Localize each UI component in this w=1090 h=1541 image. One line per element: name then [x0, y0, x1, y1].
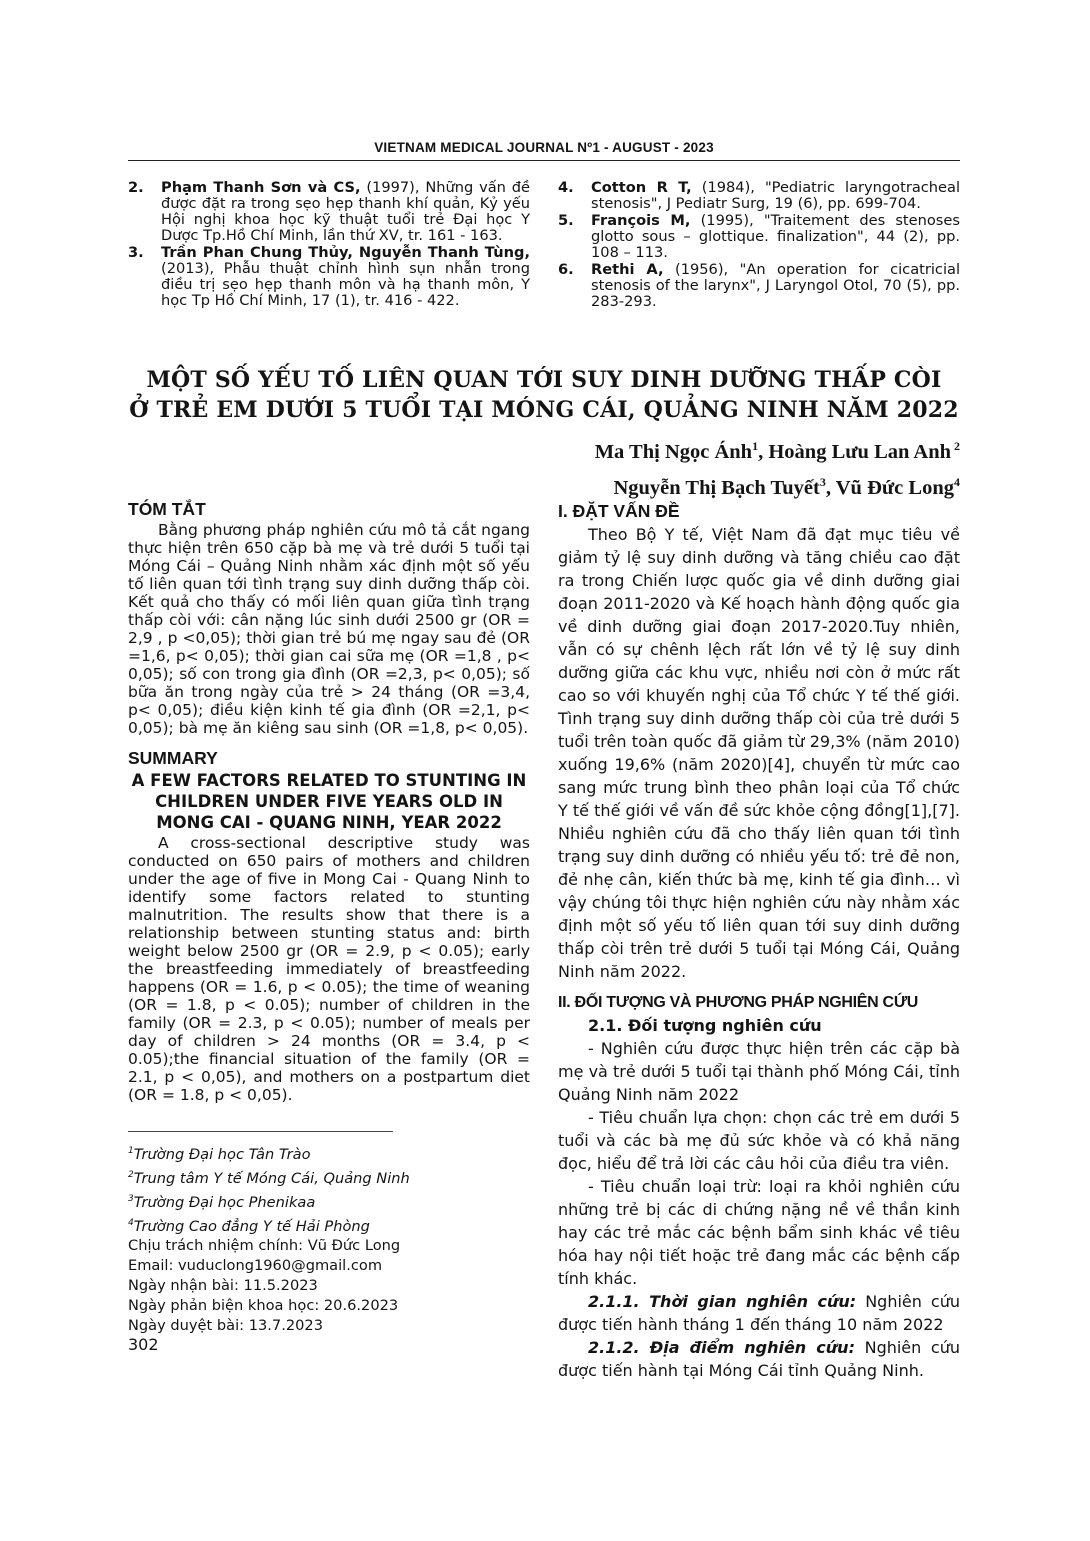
reference-item — [558, 180, 960, 212]
affiliation-mark: 1 — [128, 1146, 134, 1156]
section-1-body: Theo Bộ Y tế, Việt Nam đã đạt mục tiêu về giảm tỷ lệ suy dinh dưỡng và tăng chiều cao đặt ra trong Chiến lược quốc gia về dinh dưỡng giai đoạn 2011-2020 và Kế hoạch hành động quốc gia về dinh dưỡng giai đoạn 2017-2020.Tuy nhiên, vẫn có sự chênh lệch rất lớn về tỷ lệ suy dinh dưỡng giữa các khu vực, nhiều nơi còn ở mức rất cao so với khuyến nghị của Tổ chức Y tế thế giới. Tình trạng suy dinh dưỡng thấp còi của trẻ dưới 5 tuổi trên toàn quốc đã giảm từ 29,3% (năm 2010) xuống 19,6% (năm 2020)[4], chuyển từ mức cao sang mức trung bình theo phân loại của Tổ chức Y tế thế giới về vấn đề sức khỏe cộng đồng[1],[7]. Nhiều nghiên cứu đã cho thấy liên quan tới tình trạng suy dinh dưỡng có nhiều yếu tố: trẻ đẻ non, đẻ nhẹ cân, kiến thức bà mẹ, kinh tế gia đình… vì vậy chúng tôi thực hiện nghiên cứu này nhằm xác định một số yếu tố liên quan tới suy dinh dưỡng thấp còi trên trẻ dưới 5 tuổi tại Móng Cái, Quảng Ninh năm 2022. — [558, 525, 960, 981]
affiliation-mark: 3 — [128, 1193, 134, 1204]
author-affiliation-mark: 2 — [951, 439, 960, 453]
reference-text: (2013), Phẫu thuật chỉnh hình sụn nhẫn trong điều trị sẹo hẹp thanh môn và hạ thanh môn, Y học Tp Hồ Chí Minh, 17 (1), tr. 416 - 422. — [161, 260, 530, 309]
author-name: Ma Thị Ngọc Ánh — [594, 440, 753, 463]
footnote-rule — [128, 1131, 393, 1132]
affiliation-text: Trung tâm Y tế Móng Cái, Quảng Ninh — [133, 1169, 410, 1187]
author-list — [520, 431, 960, 503]
subsection-text: Nghiên cứu được tiến hành tháng 1 đến tháng 10 năm 2022 — [558, 1292, 960, 1334]
reference-text: (1995), "Traitement des stenoses glotto sous – glottique. finalization", 44 (2), pp. 108 – 113. — [591, 212, 960, 261]
summary-heading: SUMMARY — [128, 748, 218, 768]
reference-item — [128, 245, 530, 309]
affiliation-footnote — [128, 1141, 528, 1165]
author-affiliation-mark: 4 — [954, 474, 960, 489]
summary-body: A cross-sectional descriptive study was conducted on 650 pairs of mothers and children under the age of five in Mong Cai - Quang Ninh to identify some factors related to stunting malnutrition. The results show that there is a relationship between stunting status and: birth weight below 2500 gr (OR = 2.9, p < 0.05); early the breastfeeding immediately of breastfeeding happens (OR = 1.6, p < 0.05); the time of weaning (OR = 1.8, p < 0.05); number of children in the family (OR = 2.3, p < 0.05); number of meals per day of children > 24 months (OR = 3.4, p < 0.05);the financial situation of the family (OR = 2.1, p < 0,05), and mothers on a postpartum diet (OR = 1.8, p < 0,05). — [128, 834, 530, 1104]
tom-tat-body: Bằng phương pháp nghiên cứu mô tả cắt ngang thực hiện trên 650 cặp bà mẹ và trẻ dưới 5 tuổi tại Móng Cái – Quảng Ninh nhằm xác định một số yếu tố liên quan tới tình trạng suy dinh dưỡng thấp còi. Kết quả cho thấy có mối liên quan giữa tình trạng thấp còi với: cân nặng lúc sinh dưới 2500 gr (OR = 2,9 , p <0,05); thời gian trẻ bú mẹ ngay sau đẻ (OR =1,6, p< 0,05); thời gian cai sữa mẹ (OR =1,8 , p< 0,05); số con trong gia đình (OR =2,3, p< 0,05); số bữa ăn trong ngày của trẻ > 24 tháng (OR =3,4, p< 0,05); điều kiện kinh tế gia đình (OR =2,1, p< 0,05); bà mẹ ăn kiêng sau sinh (OR =1,8, p< 0,05). — [128, 521, 530, 737]
affiliation-text: Trường Đại học Tân Trào — [133, 1145, 311, 1163]
date-approved: Ngày duyệt bài: 13.7.2023 — [128, 1317, 323, 1335]
subsection-label: 2.1.1. Thời gian nghiên cứu: — [588, 1292, 857, 1311]
abstract-column — [128, 500, 530, 1104]
article-title — [128, 365, 960, 425]
reference-text: (1956), "An operation for cicatricial stenosis of the larynx", J Laryngol Otol, 70 (5), pp. 283-293. — [591, 261, 960, 310]
reference-item — [558, 262, 960, 310]
subsection-2-1-2 — [558, 1336, 960, 1382]
section-1-heading: I. ĐẶT VẤN ĐỀ — [558, 501, 680, 521]
subsection-label: 2.1.2. Địa điểm nghiên cứu: — [588, 1338, 855, 1357]
section-2-paragraph: - Nghiên cứu được thực hiện trên các cặp bà mẹ và trẻ dưới 5 tuổi tại thành phố Móng Cái, tỉnh Quảng Ninh năm 2022 — [558, 1039, 960, 1104]
reference-list-left — [128, 180, 530, 310]
author-name: Hoàng Lưu Lan Anh — [768, 440, 951, 463]
article-title-line: Ở TRẺ EM DƯỚI 5 TUỔI TẠI MÓNG CÁI, QUẢNG NINH NĂM 2022 — [129, 397, 959, 423]
reference-item — [128, 180, 530, 244]
page-number: 302 — [128, 1335, 159, 1354]
author-affiliation-mark: 1 — [752, 439, 759, 453]
author-name: Vũ Đức Long — [835, 476, 954, 499]
affiliation-mark: 4 — [128, 1217, 134, 1228]
reference-text: (1997), Những vấn đề được đặt ra trong sẹo hẹp thanh khí quản, Kỷ yếu Hội nghị khoa học kỹ thuật tuổi trẻ Đại học Y Dược Tp.Hồ Chí Minh, lần thứ XV, tr. 161 - 163. — [161, 179, 530, 244]
author-name: Nguyễn Thị Bạch Tuyết — [613, 476, 820, 499]
reference-author: Rethi A, — [591, 261, 664, 278]
subsection-2-1-1 — [558, 1290, 960, 1336]
date-reviewed: Ngày phản biện khoa học: 20.6.2023 — [128, 1297, 399, 1315]
author-separator: , — [758, 440, 769, 463]
contact-email: Email: vuduclong1960@gmail.com — [128, 1257, 383, 1275]
footnotes — [128, 1141, 528, 1336]
affiliation-text: Trường Đại học Phenikaa — [133, 1193, 316, 1211]
section-2-paragraph: - Tiêu chuẩn lựa chọn: chọn các trẻ em dưới 5 tuổi và các bà mẹ đủ sức khỏe và có khả năng đọc, hiểu để trả lời các câu hỏi của điều tra viên. — [558, 1108, 960, 1173]
reference-number: 6. — [558, 261, 574, 278]
reference-list-right — [558, 180, 960, 311]
body-column — [558, 500, 960, 1382]
corresponding-author: Chịu trách nhiệm chính: Vũ Đức Long — [128, 1237, 401, 1255]
affiliation-footnote — [128, 1189, 528, 1213]
author-separator: , — [825, 476, 836, 499]
affiliation-mark: 2 — [128, 1169, 134, 1180]
reference-author: Cotton R T, — [591, 179, 692, 196]
section-2-heading: II. ĐỐI TƯỢNG VÀ PHƯƠNG PHÁP NGHIÊN CỨU — [558, 994, 919, 1011]
affiliation-footnote — [128, 1213, 528, 1237]
subsection-2-1-heading: 2.1. Đối tượng nghiên cứu — [588, 1016, 822, 1035]
header-rule — [128, 160, 960, 161]
section-2-paragraph: - Tiêu chuẩn loại trừ: loại ra khỏi nghiên cứu những trẻ bị các di chứng nặng nề về thần kinh hay các trẻ mắc các bệnh bẩm sinh khác về tiêu hóa hay nội tiết hoặc trẻ đang mắc các bệnh cấp tính khác. — [558, 1177, 960, 1288]
article-title-line: MỘT SỐ YẾU TỐ LIÊN QUAN TỚI SUY DINH DƯỠNG THẤP CÒI — [146, 367, 942, 393]
author-affiliation-mark: 3 — [819, 474, 826, 489]
reference-author: Trần Phan Chung Thủy, Nguyễn Thanh Tùng, — [161, 244, 530, 261]
affiliation-footnote — [128, 1165, 528, 1189]
journal-header: VIETNAM MEDICAL JOURNAL Nº1 - AUGUST - 2023 — [374, 140, 714, 155]
reference-text: (1984), "Pediatric laryngotracheal stenosis", J Pediatr Surg, 19 (6), pp. 699-704. — [591, 179, 961, 212]
date-received: Ngày nhận bài: 11.5.2023 — [128, 1277, 318, 1295]
affiliation-text: Trường Cao đẳng Y tế Hải Phòng — [133, 1217, 370, 1235]
reference-number: 2. — [128, 179, 144, 196]
summary-title: A FEW FACTORS RELATED TO STUNTING IN CHILDREN UNDER FIVE YEARS OLD IN MONG CAI - QUANG NINH, YEAR 2022 — [131, 771, 527, 832]
reference-number: 3. — [128, 244, 144, 261]
reference-author: François M, — [591, 212, 691, 229]
tom-tat-heading: TÓM TẮT — [128, 499, 206, 519]
reference-author: Phạm Thanh Sơn và CS, — [161, 179, 361, 196]
subsection-text: Nghiên cứu được tiến hành tại Móng Cái tỉnh Quảng Ninh. — [558, 1338, 960, 1380]
reference-item — [558, 213, 960, 261]
reference-number: 5. — [558, 212, 574, 229]
reference-number: 4. — [558, 179, 574, 196]
